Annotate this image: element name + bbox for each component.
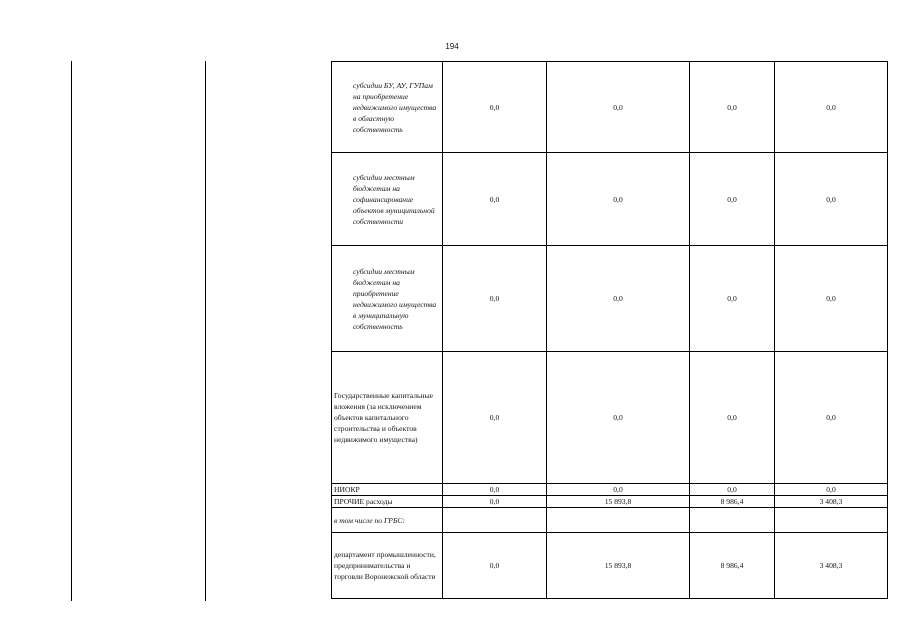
- value-cell: [775, 508, 888, 533]
- row-label: ПРОЧИЕ расходы: [332, 496, 443, 508]
- row-label: субсидии местным бюджетам на софинансирование объектов муниципальной собственности: [332, 153, 443, 246]
- value-cell: 8 986,4: [690, 533, 775, 599]
- value-cell: 0,0: [775, 484, 888, 496]
- value-cell: 0,0: [775, 62, 888, 153]
- value-cell: 0,0: [547, 246, 690, 352]
- value-cell: [443, 508, 547, 533]
- value-cell: 0,0: [775, 246, 888, 352]
- value-cell: 0,0: [547, 62, 690, 153]
- value-cell: 0,0: [443, 496, 547, 508]
- left-border-line-1: [71, 61, 72, 601]
- row-label: департамент промышленности, предпринимательства и торговли Воронежской области: [332, 533, 443, 599]
- value-cell: 0,0: [690, 153, 775, 246]
- table-row: [332, 484, 888, 496]
- budget-table: [331, 61, 888, 599]
- value-cell: 0,0: [547, 352, 690, 484]
- value-cell: 0,0: [547, 153, 690, 246]
- row-label: НИОКР: [332, 484, 443, 496]
- table-row: [332, 246, 888, 352]
- value-cell: 0,0: [443, 246, 547, 352]
- value-cell: 8 986,4: [690, 496, 775, 508]
- value-cell: 0,0: [775, 153, 888, 246]
- row-label: субсидии БУ, АУ, ГУПам на приобретение недвижимого имущества в областную собственность: [332, 62, 443, 153]
- table-row: [332, 508, 888, 533]
- page-number: 194: [445, 42, 459, 51]
- value-cell: [690, 508, 775, 533]
- value-cell: 0,0: [443, 484, 547, 496]
- value-cell: 3 408,3: [775, 496, 888, 508]
- table-row: [332, 496, 888, 508]
- value-cell: 0,0: [443, 352, 547, 484]
- value-cell: [547, 508, 690, 533]
- value-cell: 15 893,8: [547, 533, 690, 599]
- table-row: [332, 533, 888, 599]
- row-label: Государственные капитальные вложения (за исключением объектов капитального строительства и объектов недвижимого имущества): [332, 352, 443, 484]
- table-row: [332, 352, 888, 484]
- value-cell: 0,0: [443, 153, 547, 246]
- row-label: субсидии местным бюджетам на приобретение недвижимого имущества в муниципальную собственность: [332, 246, 443, 352]
- value-cell: 0,0: [690, 484, 775, 496]
- table-row: [332, 153, 888, 246]
- table-row: [332, 62, 888, 153]
- value-cell: 0,0: [690, 62, 775, 153]
- value-cell: 0,0: [443, 62, 547, 153]
- row-label: в том числе по ГРБС:: [332, 508, 443, 533]
- value-cell: 3 408,3: [775, 533, 888, 599]
- value-cell: 0,0: [775, 352, 888, 484]
- value-cell: 15 893,8: [547, 496, 690, 508]
- value-cell: 0,0: [443, 533, 547, 599]
- value-cell: 0,0: [547, 484, 690, 496]
- left-border-line-2: [205, 61, 206, 601]
- value-cell: 0,0: [690, 352, 775, 484]
- value-cell: 0,0: [690, 246, 775, 352]
